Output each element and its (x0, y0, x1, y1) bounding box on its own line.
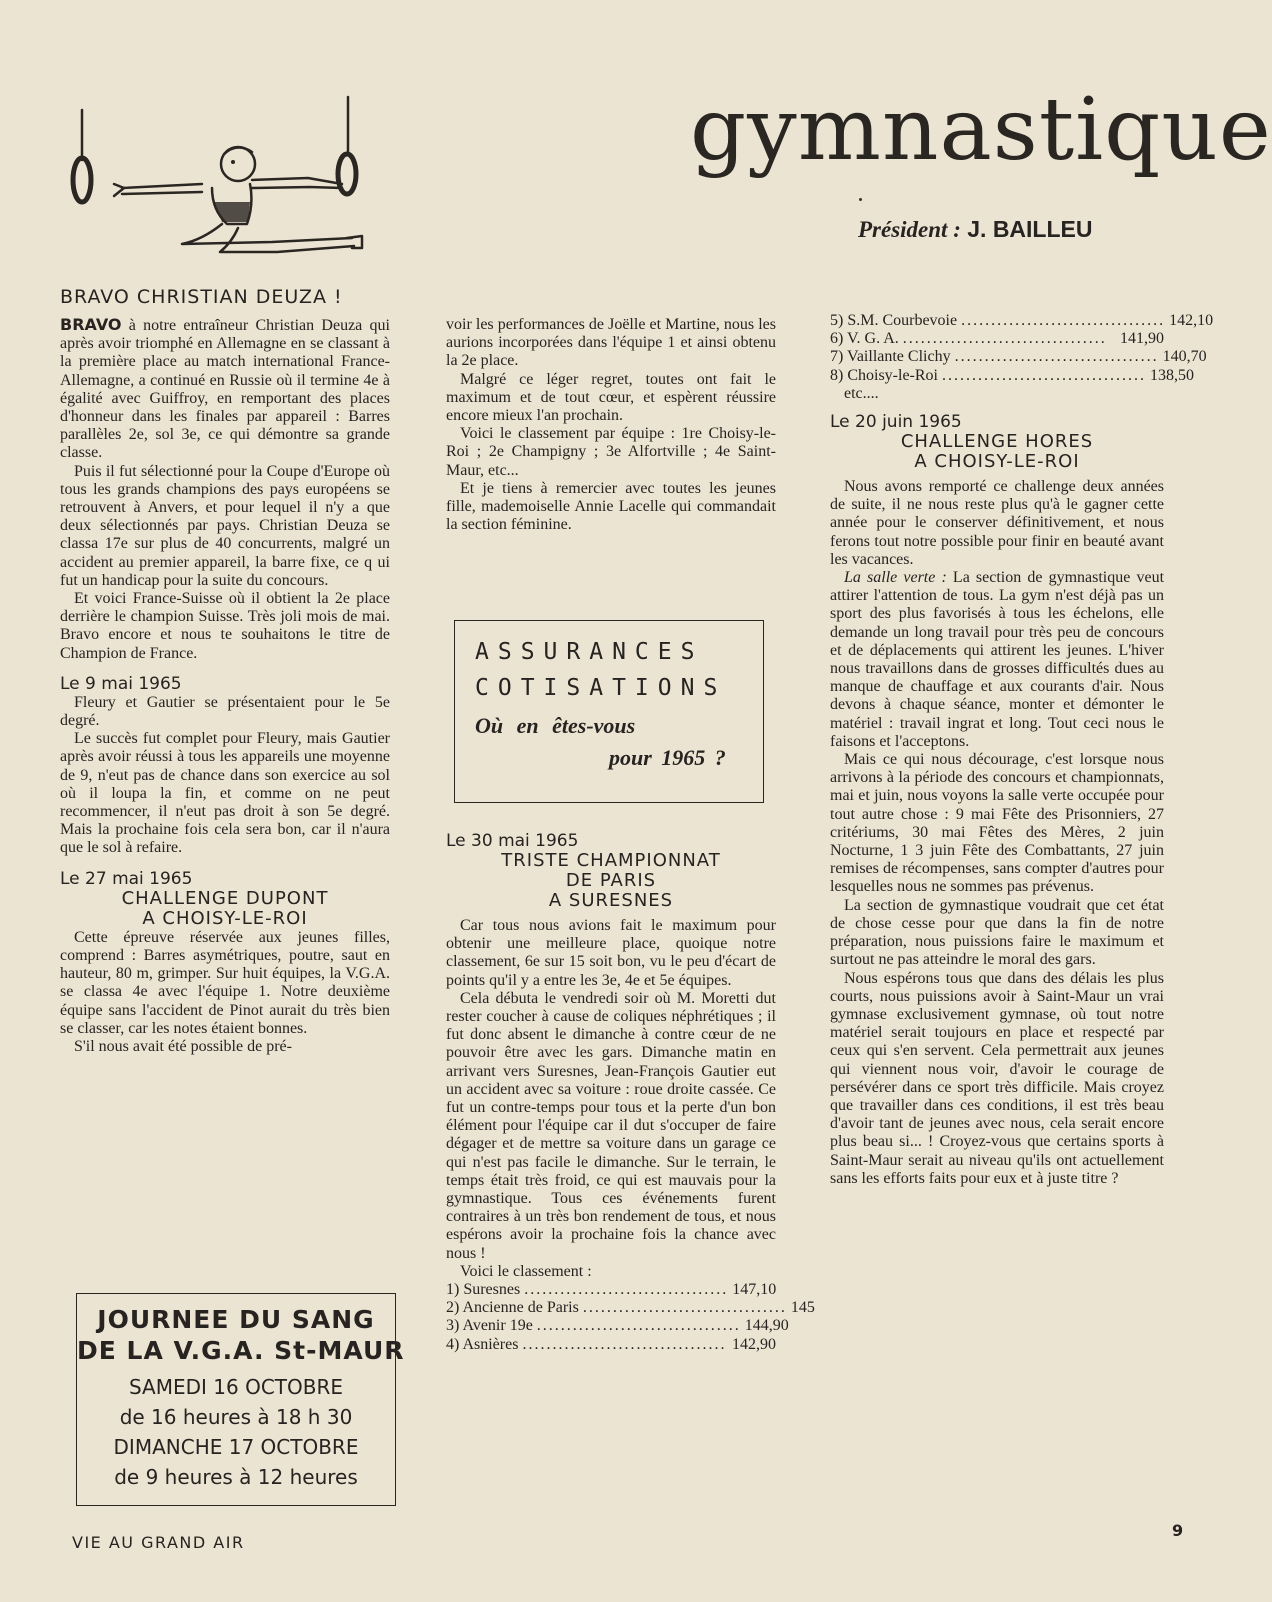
paragraph: voir les performances de Joëlle et Martine, nous les aurions incorporées dans l'équipe 1 et ainsi obtenu la 2e place. (446, 316, 776, 370)
paragraph (60, 316, 390, 463)
paragraph: Et je tiens à remercier avec toutes les jeunes fille, mademoiselle Annie Lacelle qui commandait la section féminine. (446, 479, 776, 534)
lead-word: BRAVO (60, 315, 122, 334)
paragraph: Puis il fut sélectionné pour la Coupe d'Europe où tous les grands champions des pays européens se retrouvent à Anvers, et pour lequel il n'y a que deux sélectionnés par pays. Christian Deuza se classa 17e sur plus de 40 concurrents, malgré un accident au premier appareil, la barre fixe, ce q ui fut un handicap pour la suite du concours. (60, 462, 390, 589)
box-line: JOURNEE DU SANG (97, 1305, 375, 1334)
ranking-dots: .................................. (524, 1281, 729, 1299)
ranking-label: 3) Avenir 19e (446, 1317, 533, 1335)
paragraph: Nous avons remporté ce challenge deux années de suite, il ne nous reste plus qu'à le gagner cette année pour le conserver définitivement, et nous ferons tout notre possible pour finir en beauté avant les vacances. (830, 478, 1164, 568)
paragraph: Cette épreuve réservée aux jeunes filles, comprend : Barres asymétriques, poutre, saut en hauteur, 80 m, grimper. Sur huit équipes, la V.G.A. se classa 4e avec l'équipe 1. Notre deuxième équipe sans l'accident de Pinot aurait du très bien se classer, car les notes étaient bonnes. (60, 928, 390, 1037)
ranking-list (446, 1281, 815, 1354)
ranking-score: 142,90 (732, 1335, 776, 1353)
column-2-lower (446, 831, 815, 1354)
box-line: DIMANCHE 17 OCTOBRE (113, 1435, 359, 1459)
ranking-list (830, 312, 1214, 385)
ranking-score: 140,70 (1162, 348, 1207, 366)
ranking-etc: etc.... (844, 384, 879, 402)
section-subheading: A CHOISY-LE-ROI (142, 907, 308, 929)
publication-name: VIE AU GRAND AIR (72, 1533, 245, 1552)
president-role: Président : (858, 217, 961, 242)
ranking-label: 2) Ancienne de Paris (446, 1299, 579, 1317)
paragraph: Cela débuta le vendredi soir où M. Moretti dut rester coucher à cause de coliques néphrétiques ; il fut donc absent le dimanche à contre cœur de ne pouvoir être avec les gars. Dimanche matin en arrivant vers Suresnes, Jean-François Gautier eut un accident avec sa voiture : roue droite cassée. Ce fut un contre-temps pour tous et la perte d'un bon élément pour l'équipe car il dut s'occuper de faire dégager et de mettre sa voiture dans un garage ce qui n'est pas facile le dimanche. Sur le terrain, le temps était très froid, ce qui est mauvais pour la gymnastique. Tous ces événements furent contraires à un très bon rendement de tous, et nous espérons avoir la prochaine fois la chance avec nous ! (446, 989, 776, 1262)
president-line (858, 216, 1092, 243)
ranking-dots: .................................. (536, 1317, 741, 1335)
page-number: 9 (1172, 1521, 1184, 1540)
paragraph (830, 569, 1164, 751)
ranking-row (830, 330, 1164, 348)
ranking-row (446, 1336, 776, 1354)
ranking-row (446, 1281, 776, 1299)
section-date: Le 30 mai 1965 (446, 831, 579, 851)
box-question: pour 1965 ? (609, 745, 726, 770)
ranking-row (446, 1317, 789, 1335)
paragraph: La section de gymnastique voudrait que cet état de chose cesse pour que dans la fin de notre préparation, nous puissions faire le maximum et surtout ne pas atteindre le moral des gars. (830, 896, 1164, 969)
ranking-row (830, 348, 1207, 366)
ranking-score: 145 (790, 1299, 815, 1317)
column-2 (446, 316, 776, 534)
paragraph: Malgré ce léger regret, toutes ont fait le maximum et de tout cœur, et espèrent réussire encore mieux l'an prochain. (446, 370, 776, 425)
ranking-score: 147,10 (732, 1281, 777, 1299)
ranking-label: 6) V. G. A. (830, 330, 899, 348)
box-line: ASSURANCES (475, 639, 704, 665)
column-3 (830, 312, 1214, 1188)
paragraph: Nous espérons tous que dans des délais les plus courts, nous puissions avoir à Saint-Maur un vrai gymnase exclusivement gymnase, où tout notre matériel serait toujours en place et respecté par ceux qui s'en servent. Cela permettrait aux jeunes qui viennent nous voir, d'avoir le courage de persévérer dans ce sport très difficile. Mais croyez que travailler dans ces conditions, il est très beau d'avoir tant de jeunes avec nous, cela serait encore plus beau si... ! Croyez-vous que certains sports à Saint-Maur serait au niveau qu'ils ont actuellement sans les efforts faits pour eux et à juste titre ? (830, 969, 1164, 1187)
ranking-dots: .................................. (954, 348, 1159, 366)
paragraph: Et voici France-Suisse où il obtient la 2e place derrière le champion Suisse. Très joli mois de mai. Bravo encore et nous te souhaitons le titre de Champion de France. (60, 590, 390, 662)
box-line: SAMEDI 16 OCTOBRE (128, 1375, 344, 1399)
ranking-label: 1) Suresnes (446, 1281, 521, 1299)
president-name: J. BAILLEU (967, 216, 1093, 242)
ranking-score: 138,50 (1150, 366, 1194, 384)
box-line: DE LA V.G.A. St-MAUR (77, 1336, 405, 1365)
ranking-dots: .................................. (582, 1299, 787, 1317)
paragraph: Car tous nous avions fait le maximum pour obtenir une meilleure place, quoique notre classement, 6e sur 15 soit bon, vu le peu d'écart de points qu'il y a entre les 3e, 4e et 5e équipes. (446, 917, 776, 989)
box-question: Où en êtes-vous (475, 713, 636, 738)
section-subheading: DE PARIS (565, 870, 657, 891)
decorative-dot (859, 198, 862, 201)
paragraph: Mais ce qui nous décourage, c'est lorsque nous arrivons à la période des concours et championnats, mai et juin, nous voyons la salle verte occupée pour tout autre chose : 9 mai Fête des Prisonniers, 27 critériums, 30 mai Fêtes des Mères, 2 juin Nocturne, 1 3 juin Fête des Combattants, 27 juin remises de récompenses, sans compter d'autres pour lesquelles nous ne sommes pas prévenus. (830, 751, 1164, 896)
paragraph: Voici le classement par équipe : 1re Choisy-le-Roi ; 2e Champigny ; 3e Alfortville ; 4e Saint-Maur, etc... (446, 425, 776, 479)
ranking-score: 141,90 (1120, 330, 1164, 348)
section-subheading: CHALLENGE DUPONT (121, 887, 329, 909)
subscription-box (454, 620, 764, 803)
ranking-label: 7) Vaillante Clichy (830, 348, 951, 366)
ranking-row (830, 366, 1194, 385)
paragraph: Fleury et Gautier se présentaient pour le 5e degré. (60, 693, 390, 730)
article-heading-deuza: BRAVO CHRISTIAN DEUZA ! (60, 286, 343, 308)
ranking-label: 5) S.M. Courbevoie (830, 312, 958, 329)
paragraph: S'il nous avait été possible de pré- (74, 1037, 292, 1055)
ranking-dots: .................................. (522, 1335, 727, 1353)
box-line: COTISATIONS (475, 675, 727, 701)
ranking-row (446, 1299, 815, 1317)
ranking-dots: .................................. (902, 330, 1107, 348)
column-1 (60, 316, 390, 1056)
section-date: Le 27 mai 1965 (60, 868, 193, 889)
section-subheading: CHALLENGE HORES (900, 431, 1094, 453)
paragraph-text: à notre entraîneur Christian Deuza qui après avoir triomphé en Allemagne en se classant à la première place au match international France-Allemagne, a continué en Russie où il termine 4e à égalité avec Guiffroy, en remportant des places d'honneur dans les finales par appareil : Barres parallèles 2e, sol 3e, ce qui démontre sa grande classe. (60, 317, 390, 462)
paragraph: Le succès fut complet pour Fleury, mais Gautier après avoir réussi à tous les appareils une moyenne de 9, n'eut pas de chance dans son exercice au sol où il loupa la fin, et comme on ne peut recommencer, il n'eut pas droit à son 5e degré. Mais la prochaine fois cela sera bon, car il n'aura que le sol à refaire. (60, 730, 390, 857)
paragraph-lead: La salle verte : (844, 569, 947, 587)
section-subheading: TRISTE CHAMPIONNAT (501, 850, 721, 871)
blood-donation-box (76, 1293, 405, 1506)
page-title: gymnastique (690, 80, 1272, 180)
paragraph: Voici le classement : (460, 1262, 592, 1280)
ranking-dots: .................................. (961, 312, 1166, 329)
ranking-row (830, 312, 1214, 330)
box-line: de 9 heures à 12 heures (114, 1465, 358, 1489)
section-date: Le 9 mai 1965 (60, 673, 182, 694)
section-subheading: A CHOISY-LE-ROI (914, 451, 1080, 473)
box-line: de 16 heures à 18 h 30 (119, 1405, 353, 1429)
paragraph-text: La section de gymnastique veut attirer l'attention de tous. La gym n'est déjà pas un sport des plus favorisés à tous les échelons, elle demande un long travail pour très peu de concours et de déplacements qui attirent les jeunes. L'hiver nous travaillons dans de grosses difficultés dues au manque de chauffage et aux courants d'air. Nous devons à chaque séance, monter et démonter le matériel : travail ingrat et long. Tout ceci nous le faisons et l'acceptons. (830, 569, 1165, 750)
section-date: Le 20 juin 1965 (830, 412, 962, 433)
ranking-label: 8) Choisy-le-Roi (830, 366, 938, 384)
gymnast-on-rings-icon (62, 92, 372, 272)
ranking-label: 4) Asnières (446, 1335, 519, 1353)
ranking-dots: .................................. (942, 366, 1146, 384)
ranking-score: 144,90 (744, 1317, 789, 1335)
section-subheading: A SURESNES (548, 890, 674, 911)
ranking-score: 142,10 (1169, 312, 1214, 329)
